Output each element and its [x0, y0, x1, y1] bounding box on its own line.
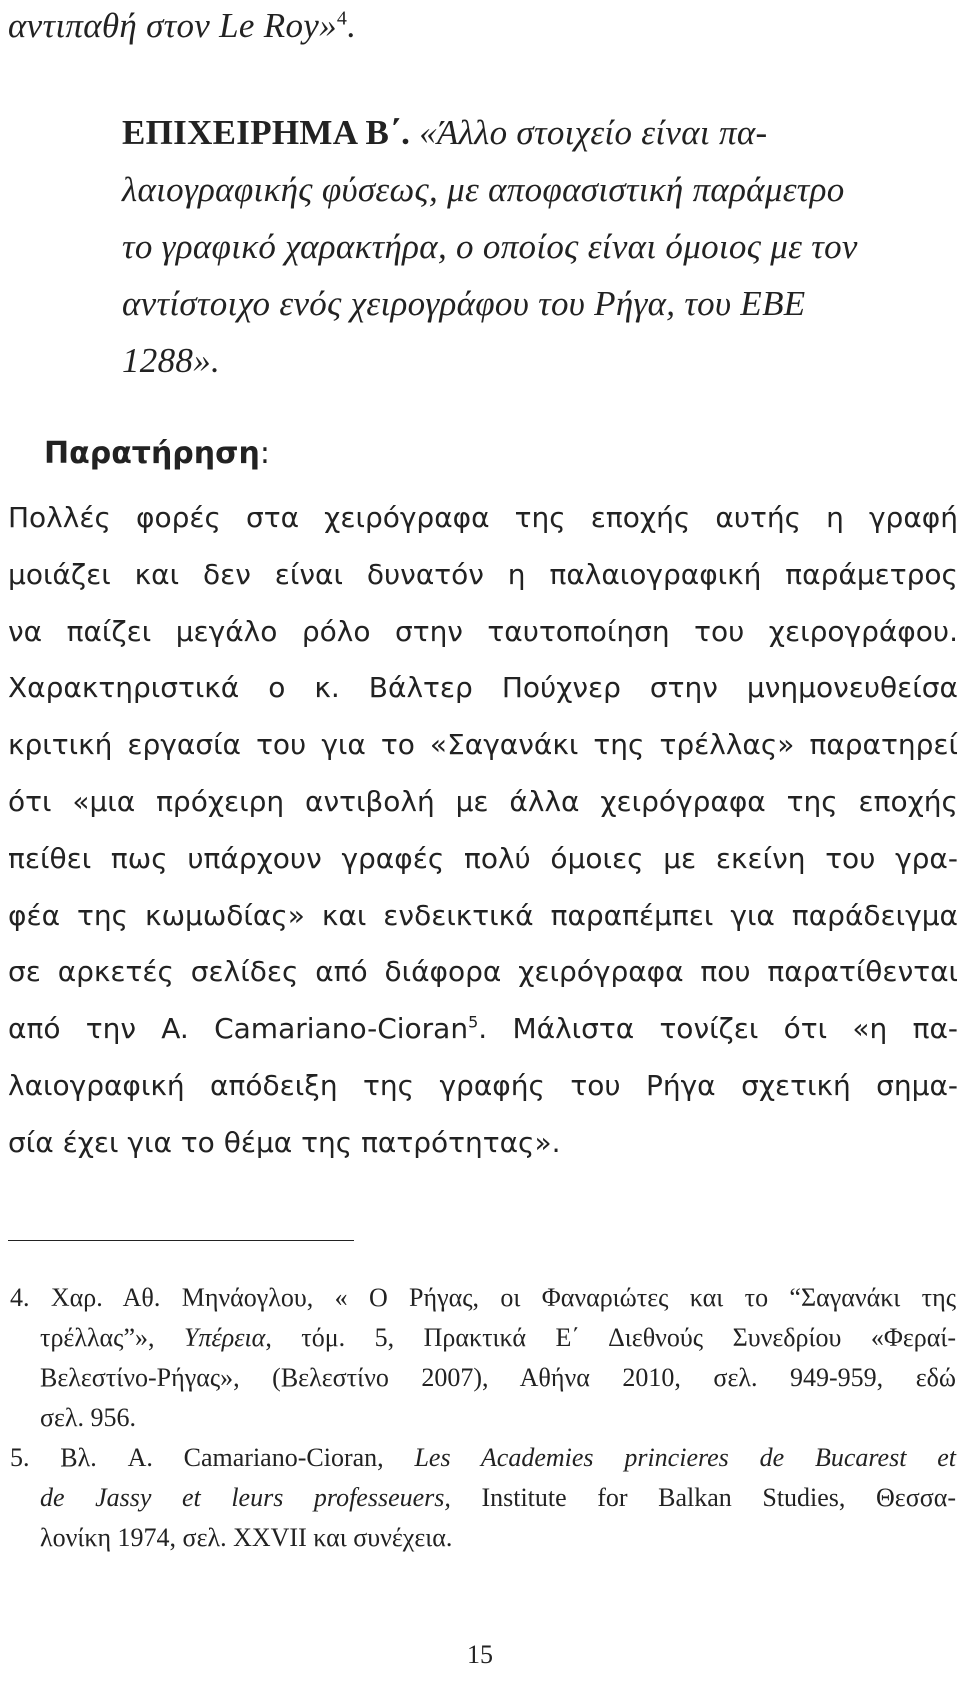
footnote-4-line-3: Βελεστίνο-Ρήγας», (Βελεστίνο 2007), Αθήνα 2010, σελ. 949-959, εδώ — [40, 1363, 956, 1392]
body-line: λαιογραφική απόδειξη της γραφής του Ρήγα σχετική σημα- — [8, 1068, 958, 1102]
argument-b-line-2: λαιογραφικής φύσεως, με αποφασιστική παράμετρο — [122, 170, 845, 209]
argument-b-line-5: 1288». — [122, 341, 221, 380]
body-line: μοιάζει και δεν είναι δυνατόν η παλαιογραφική παράμετρος — [8, 557, 958, 591]
argument-b-block — [122, 104, 882, 389]
fn5-book-title-a: Les Academies princieres de Bucarest et — [414, 1443, 956, 1472]
fn5-text-a: 5. Βλ. A. Camariano-Cioran, — [10, 1443, 415, 1472]
fn4-journal-title: Υπέρεια — [183, 1323, 266, 1352]
footnotes — [10, 1278, 956, 1558]
continuation-tail: . — [347, 6, 357, 45]
body-line-10 — [8, 1001, 958, 1058]
fn4-text-b: , τόμ. 5, Πρακτικά Ε΄ Διεθνούς Συνεδρίου «Φεραί- — [265, 1323, 956, 1352]
body-line: κριτική εργασία του για το «Σαγανάκι της τρέλλας» παρατηρεί — [8, 728, 958, 762]
footnote-5-line-1 — [10, 1438, 956, 1478]
argument-b-line-3: το γραφικό χαρακτήρα, ο οποίος είναι όμοιος με τον — [122, 227, 858, 266]
footnote-ref-5: 5 — [468, 1012, 479, 1032]
footnote-5-line-2 — [10, 1478, 956, 1518]
page-number: 15 — [467, 1640, 493, 1669]
body-line: Πολλές φορές στα χειρόγραφα της εποχής αυτής η γραφή — [8, 501, 958, 534]
body-line: πείθει πως υπάρχουν γραφές πολύ όμοιες με εκείνη του γρα- — [8, 841, 958, 875]
body-line: φέα της κωμωδίας» και ενδεικτικά παραπέμπει για παράδειγμα — [8, 898, 958, 932]
footnote-separator — [8, 1240, 354, 1241]
argument-b-heading: ΕΠΙΧΕΙΡΗΜΑ Β΄. — [122, 113, 411, 152]
body-line: σε αρκετές σελίδες από διάφορα χειρόγραφα που παρατίθενται — [8, 955, 958, 989]
footnote-4-line-1: 4. Χαρ. Αθ. Μηνάογλου, « Ο Ρήγας, οι Φαναριώτες και το “Σαγανάκι της — [10, 1283, 956, 1312]
continuation-line — [8, 6, 356, 46]
body-line: Χαρακτηριστικά ο κ. Βάλτερ Πούχνερ στην μνημονευθείσα — [8, 671, 958, 705]
argument-b-line-1 — [122, 104, 882, 161]
observation-heading-text: Παρατήρηση — [44, 436, 260, 471]
argument-b-line-4: αντίστοιχο ενός χειρογράφου του Ρήγα, του ΕΒΕ — [122, 284, 806, 323]
body-line: να παίζει μεγάλο ρόλο στην ταυτοποίηση του χειρογράφου. — [8, 614, 958, 648]
footnote-ref-4: 4 — [336, 7, 348, 30]
footnote-4-line-4: σελ. 956. — [40, 1403, 137, 1432]
body-line: σία έχει για το θέμα της πατρότητας». — [8, 1125, 561, 1159]
observation-heading-colon: : — [259, 436, 270, 471]
continuation-text: αντιπαθή στον Le Roy» — [8, 6, 337, 45]
observation-heading — [44, 436, 270, 471]
footnote-5-line-3: λονίκη 1974, σελ. XXVII και συνέχεια. — [40, 1523, 453, 1552]
fn4-text-a: τρέλλας”», — [40, 1323, 184, 1352]
fn5-text-b: Institute for Balkan Studies, Θεσσα- — [450, 1483, 956, 1512]
argument-b-quote-start: «Άλλο στοιχείο είναι πα- — [419, 113, 768, 152]
body-line: ότι «μια πρόχειρη αντιβολή με άλλα χειρόγραφα της εποχής — [8, 784, 958, 818]
fn5-book-title-b: de Jassy et leurs professeuers, — [40, 1483, 451, 1512]
body-line-10-start: από την A. Camariano-Cioran — [8, 1012, 469, 1046]
observation-body — [8, 490, 958, 1172]
body-line-10-end: . Μάλιστα τονίζει ότι «η πα- — [478, 1012, 959, 1046]
footnote-4-line-2 — [10, 1318, 956, 1358]
